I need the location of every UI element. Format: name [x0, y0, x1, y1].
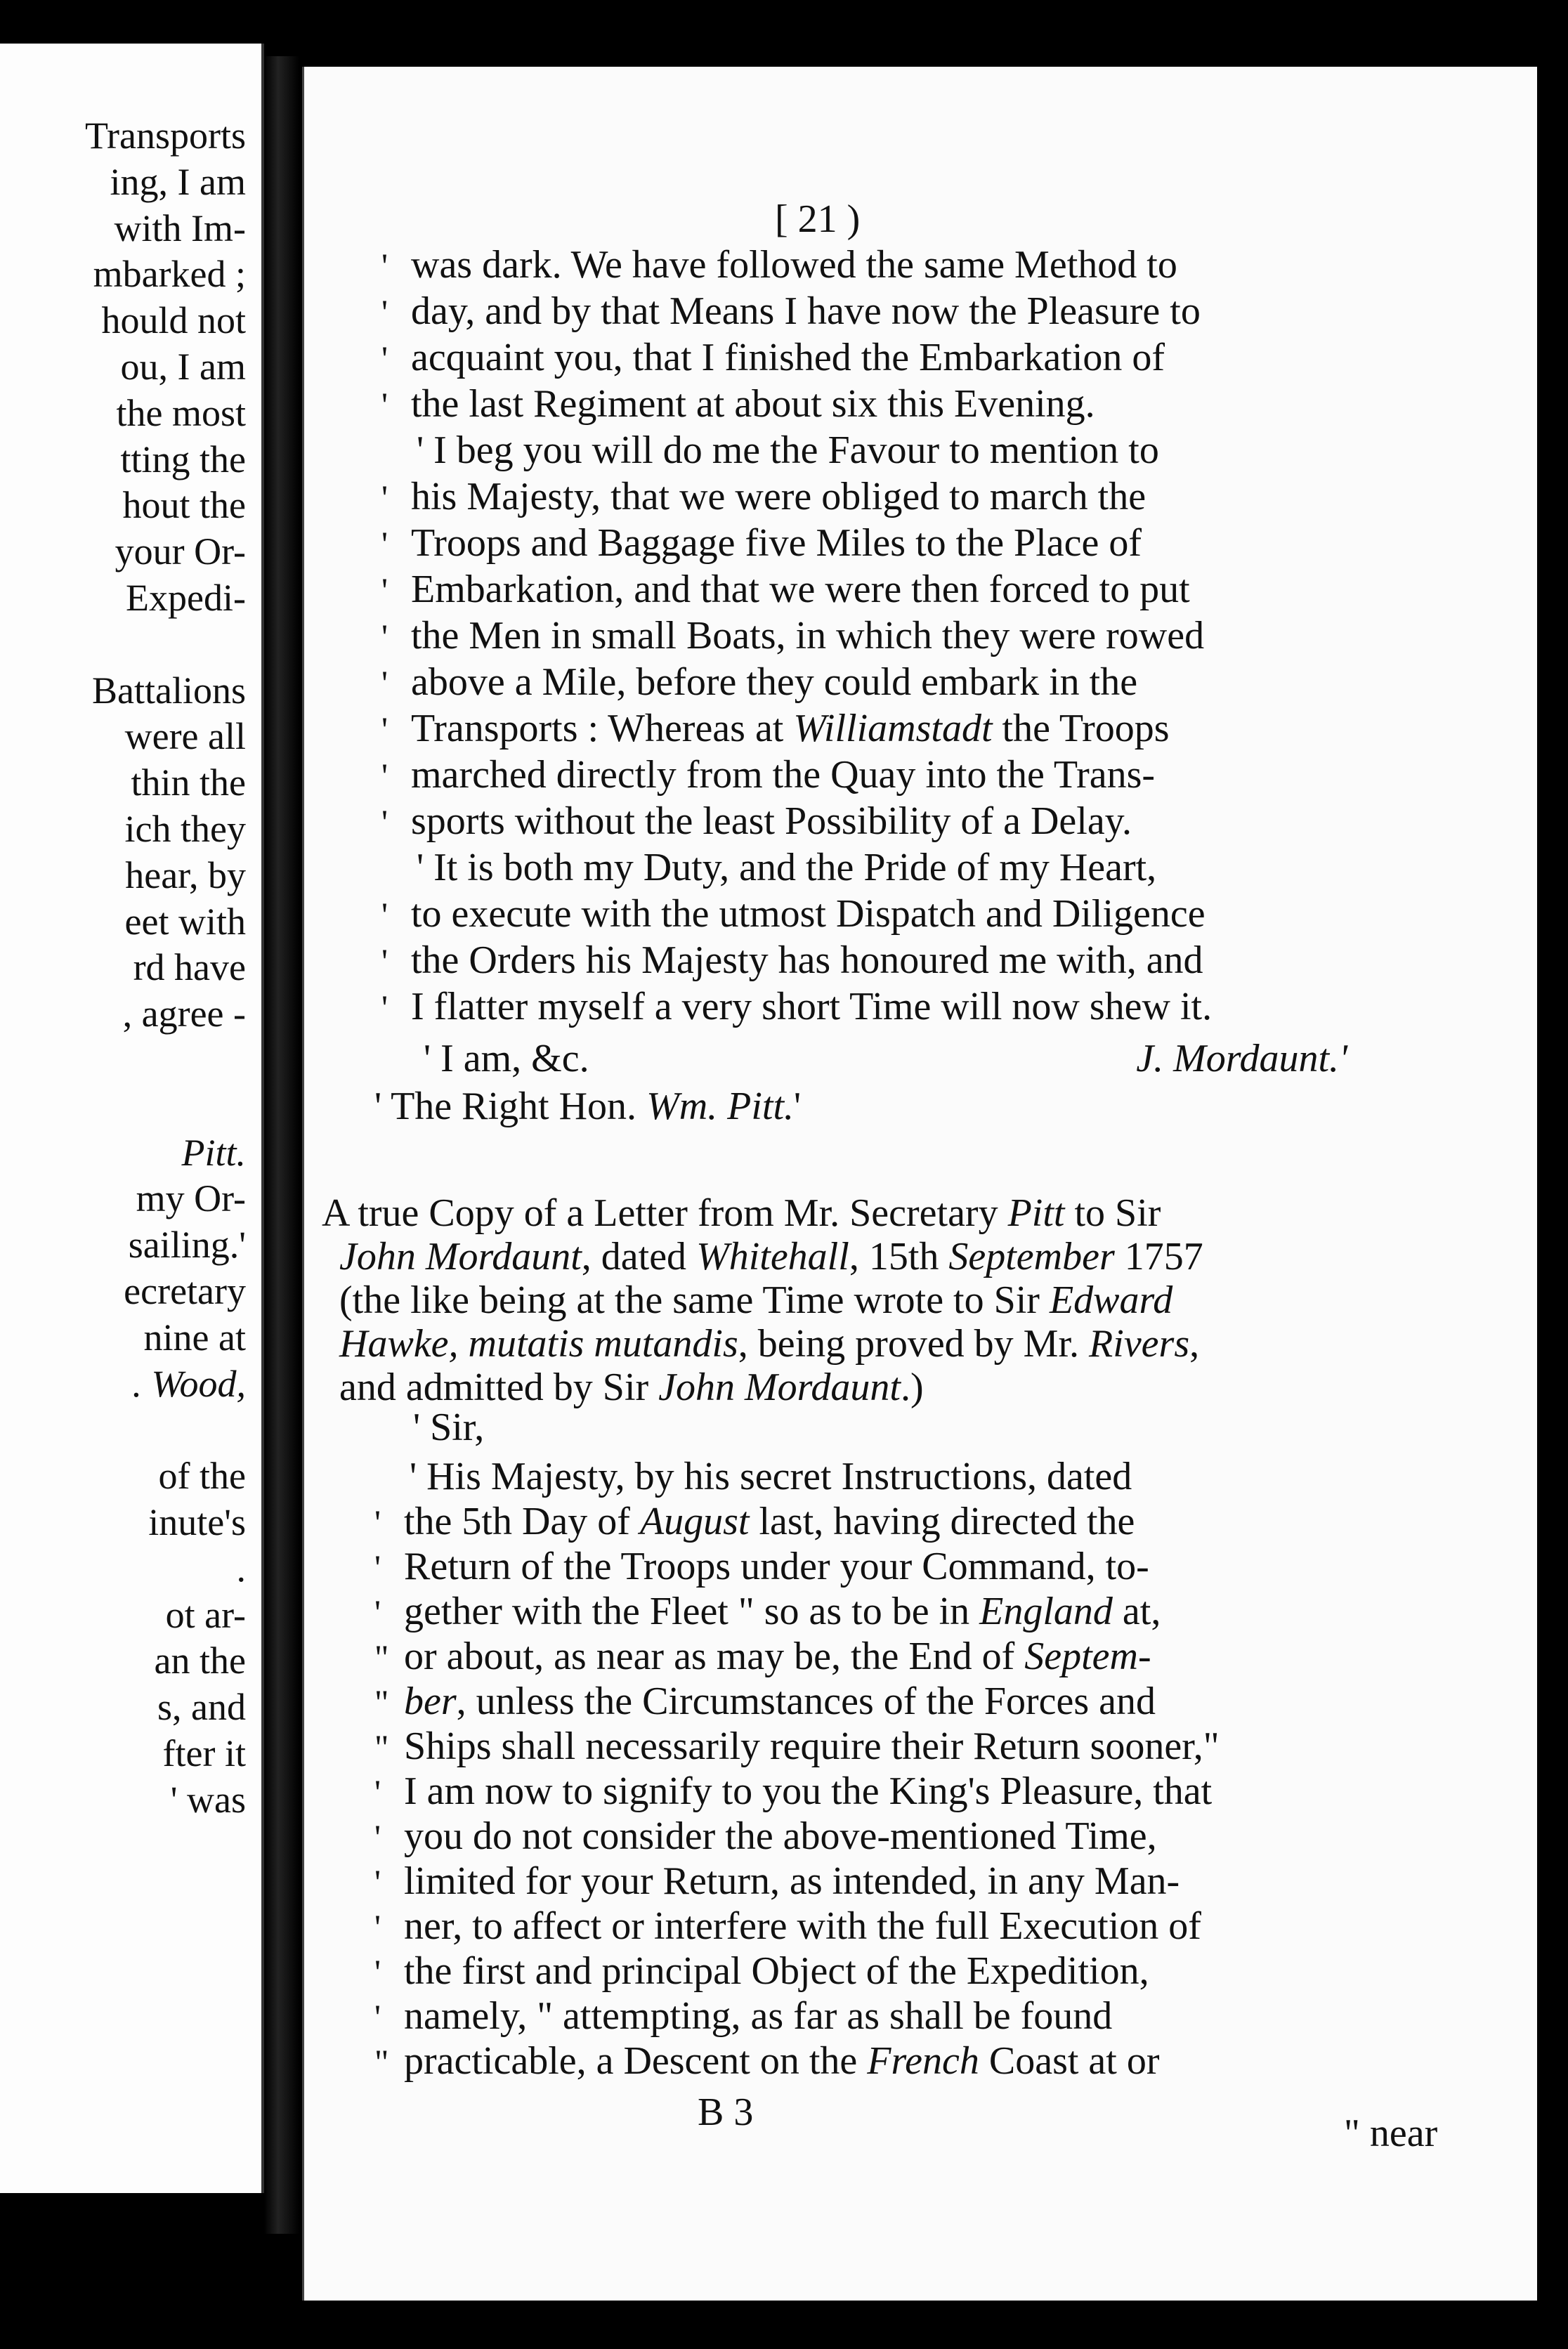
line-text: the last Regiment at about six this Evening.	[411, 382, 1095, 426]
marginal-quote: '	[381, 246, 388, 285]
left-page-line: ing, I am	[110, 160, 246, 203]
left-page-line: hould not	[101, 299, 246, 342]
line-text: his Majesty, that we were obliged to march the	[411, 475, 1146, 518]
line-text: you do not consider the above-mentioned Time,	[404, 1814, 1157, 1858]
italic-word: Rivers	[1089, 1322, 1190, 1366]
text-line	[374, 1589, 1161, 1635]
text-line	[381, 381, 1095, 427]
heading-text: and admitted by Sir	[339, 1366, 659, 1409]
line-text: or about, as near as may be, the End of	[404, 1635, 1025, 1678]
italic-word: John Mordaunt	[658, 1366, 901, 1409]
text-line	[374, 1994, 1112, 2039]
heading-line	[339, 1321, 1199, 1366]
left-page-line: s, and	[157, 1686, 246, 1729]
italic-word: Edward	[1049, 1278, 1173, 1322]
marginal-quote: '	[381, 524, 388, 563]
marginal-quote: '	[381, 802, 388, 842]
catchword: " near	[1344, 2112, 1438, 2155]
addressee-line	[374, 1084, 801, 1129]
line-text: gether with the Fleet " so as to be in	[404, 1590, 980, 1633]
left-page-line: ' was	[170, 1778, 246, 1821]
marginal-quote: '	[381, 617, 388, 656]
left-page-line: were all	[124, 715, 246, 758]
marginal-quote: '	[374, 1548, 381, 1587]
marginal-quote: "	[374, 1637, 389, 1677]
italic-word: Septem-	[1024, 1635, 1151, 1678]
heading-text: A true Copy of a Letter from Mr. Secretary	[322, 1191, 1008, 1235]
text-line	[374, 1544, 1149, 1590]
line-text: ' It is both my Duty, and the Pride of my Heart,	[417, 846, 1157, 889]
marginal-quote: '	[381, 941, 388, 981]
text-line	[381, 242, 1177, 288]
heading-text: (the like being at the same Time wrote to Sir	[339, 1278, 1050, 1322]
text-line	[374, 1859, 1180, 1904]
addressee-name: Wm. Pitt.	[646, 1085, 795, 1128]
italic-word: French	[867, 2039, 979, 2083]
left-page-line: .	[236, 1547, 246, 1590]
line-text: ' His Majesty, by his secret Instructions, dated	[410, 1455, 1132, 1498]
text-line	[374, 2039, 1160, 2084]
line-text: day, and by that Means I have now the Pleasure to	[411, 289, 1201, 333]
marginal-quote: "	[374, 2042, 389, 2081]
marginal-quote: '	[374, 1772, 381, 1812]
line-text: I flatter myself a very short Time will now shew it.	[411, 985, 1213, 1028]
left-page-line: sailing.'	[128, 1224, 246, 1267]
heading-line	[339, 1234, 1203, 1279]
line-text: the 5th Day of	[404, 1500, 640, 1543]
heading-text: to Sir	[1064, 1191, 1161, 1235]
text-line	[381, 938, 1203, 983]
heading-line	[339, 1278, 1172, 1323]
text-line	[417, 845, 1156, 890]
left-page-line: Transports	[84, 114, 246, 157]
text-line	[381, 891, 1206, 937]
text-line	[374, 1634, 1151, 1680]
text-line	[381, 567, 1190, 613]
left-page-line: ot ar-	[165, 1593, 246, 1636]
left-page-line: with Im-	[114, 207, 246, 249]
heading-text: , dated	[581, 1235, 697, 1278]
text-line	[381, 613, 1204, 659]
italic-word: August	[639, 1500, 750, 1543]
italic-word: September	[948, 1235, 1115, 1278]
text-line	[381, 521, 1142, 566]
left-page-line: of the	[158, 1455, 246, 1498]
marginal-quote: '	[381, 756, 388, 795]
left-page-line: an the	[154, 1640, 246, 1682]
line-text: sports without the least Possibility of a Delay.	[411, 799, 1132, 843]
text-line	[381, 289, 1201, 334]
line-text: Return of the Troops under your Command, to-	[404, 1545, 1149, 1588]
text-line	[374, 1904, 1201, 1949]
left-page-line: hout the	[122, 484, 246, 527]
text-line	[381, 799, 1132, 844]
left-page-line: tting the	[120, 438, 246, 480]
marginal-quote: '	[374, 1997, 381, 2036]
heading-text: 1757	[1114, 1235, 1203, 1278]
left-page-line: ich they	[124, 808, 246, 850]
left-page-line: the most	[116, 391, 246, 434]
marginal-quote: '	[381, 709, 388, 749]
marginal-quote: '	[381, 385, 388, 424]
marginal-quote: '	[381, 292, 388, 332]
signature: J. Mordaunt.'	[1136, 1037, 1347, 1080]
text-line	[381, 706, 1170, 752]
left-page-line: fter it	[162, 1732, 246, 1774]
salutation	[413, 1405, 484, 1450]
line-text: namely, " attempting, as far as shall be found	[404, 1994, 1113, 2038]
line-text: the first and principal Object of the Expedition,	[404, 1949, 1149, 1993]
line-text: the Troops	[992, 707, 1170, 750]
italic-word: England	[979, 1590, 1113, 1633]
left-page-line: eet with	[124, 900, 246, 943]
left-page-line: inute's	[148, 1501, 246, 1543]
italic-word: Hawke, mutatis mutandis	[339, 1322, 738, 1366]
heading-line	[339, 1365, 924, 1410]
line-text: the Orders his Majesty has honoured me with, and	[411, 938, 1203, 982]
line-text: Transports : Whereas at	[411, 707, 794, 750]
text-line	[381, 984, 1212, 1030]
line-text: Coast at or	[979, 2039, 1160, 2083]
italic-word: John Mordaunt	[339, 1235, 582, 1278]
left-page-line: Battalions	[92, 669, 246, 712]
text-line	[374, 1769, 1212, 1814]
line-text: , unless the Circumstances of the Forces and	[456, 1680, 1156, 1723]
heading-text: .)	[900, 1366, 924, 1409]
left-page-line: mbarked ;	[93, 253, 246, 296]
marginal-quote: '	[374, 1817, 381, 1857]
heading-text: ,	[1189, 1322, 1200, 1366]
left-page-fragment	[0, 44, 264, 2193]
left-page-line: nine at	[143, 1316, 246, 1359]
marginal-quote: '	[374, 1952, 381, 1991]
closing-text: ' I am, &c.	[424, 1037, 589, 1080]
marginal-quote: '	[374, 1592, 381, 1632]
marginal-quote: '	[374, 1907, 381, 1946]
text-line	[381, 752, 1155, 798]
closing-line	[424, 1036, 589, 1081]
heading-line	[322, 1191, 1161, 1236]
line-text: above a Mile, before they could embark in the	[411, 660, 1138, 704]
left-page-line: thin the	[131, 761, 246, 804]
left-page-line: Expedi-	[126, 577, 246, 619]
heading-text: , being proved by Mr.	[738, 1322, 1090, 1366]
line-text: last, having directed the	[749, 1500, 1135, 1543]
marginal-quote: "	[374, 1727, 389, 1767]
text-line	[381, 660, 1137, 705]
line-text: at,	[1112, 1590, 1161, 1633]
line-text: marched directly from the Quay into the Trans-	[411, 753, 1156, 797]
marginal-quote: '	[381, 663, 388, 702]
text-line	[374, 1679, 1156, 1725]
line-text: was dark. We have followed the same Method to	[411, 243, 1177, 287]
heading-text: , 15th	[849, 1235, 949, 1278]
addressee-prefix: ' The Right Hon.	[374, 1085, 647, 1128]
marginal-quote: '	[381, 895, 388, 934]
page-number: [ 21 )	[775, 197, 861, 241]
line-text: I am now to signify to you the King's Pleasure, that	[404, 1769, 1213, 1813]
italic-word: ber	[404, 1680, 457, 1723]
line-text: Troops and Baggage five Miles to the Place of	[411, 521, 1142, 565]
salutation-text: ' Sir,	[413, 1406, 485, 1449]
left-page-line: Pitt.	[181, 1131, 246, 1174]
line-text: ner, to affect or interfere with the full Execution of	[404, 1904, 1201, 1948]
left-page-line: your Or-	[115, 530, 246, 573]
marginal-quote: '	[381, 339, 388, 378]
left-page-line: rd have	[133, 946, 246, 989]
marginal-quote: '	[374, 1503, 381, 1542]
line-text: ' I beg you will do me the Favour to mention to	[417, 428, 1159, 472]
book-gutter	[264, 56, 299, 2234]
text-line	[374, 1499, 1135, 1545]
text-line	[381, 335, 1165, 381]
marginal-quote: "	[374, 1682, 389, 1722]
italic-word: Williamstadt	[793, 707, 993, 750]
line-text: limited for your Return, as intended, in any Man-	[404, 1859, 1180, 1903]
text-line	[417, 428, 1159, 473]
text-line	[410, 1454, 1132, 1499]
signature-mark: B 3	[698, 2090, 754, 2134]
text-line	[374, 1814, 1157, 1859]
left-page-line: , agree -	[122, 993, 246, 1035]
italic-word: Whitehall	[696, 1235, 849, 1278]
left-page-line: ou, I am	[120, 346, 246, 388]
book-page	[302, 67, 1537, 2301]
line-text: to execute with the utmost Dispatch and Diligence	[411, 892, 1206, 936]
text-line	[374, 1724, 1220, 1769]
italic-word: Pitt	[1007, 1191, 1065, 1235]
addressee-suffix: '	[794, 1085, 802, 1128]
left-page-line: my Or-	[136, 1177, 246, 1220]
left-page-line: hear, by	[125, 853, 246, 896]
marginal-quote: '	[381, 478, 388, 517]
line-text: Embarkation, and that we were then forced to put	[411, 568, 1190, 611]
marginal-quote: '	[381, 988, 388, 1027]
left-page-line: . Wood,	[132, 1362, 246, 1405]
line-text: practicable, a Descent on the	[404, 2039, 868, 2083]
line-text: acquaint you, that I finished the Embarkation of	[411, 336, 1165, 379]
text-line	[381, 474, 1146, 520]
marginal-quote: '	[381, 570, 388, 610]
marginal-quote: '	[374, 1862, 381, 1902]
left-page-line: ecretary	[124, 1270, 246, 1312]
line-text: the Men in small Boats, in which they were rowed	[411, 614, 1205, 657]
line-text: Ships shall necessarily require their Return sooner,"	[404, 1725, 1220, 1768]
text-line	[374, 1949, 1149, 1994]
